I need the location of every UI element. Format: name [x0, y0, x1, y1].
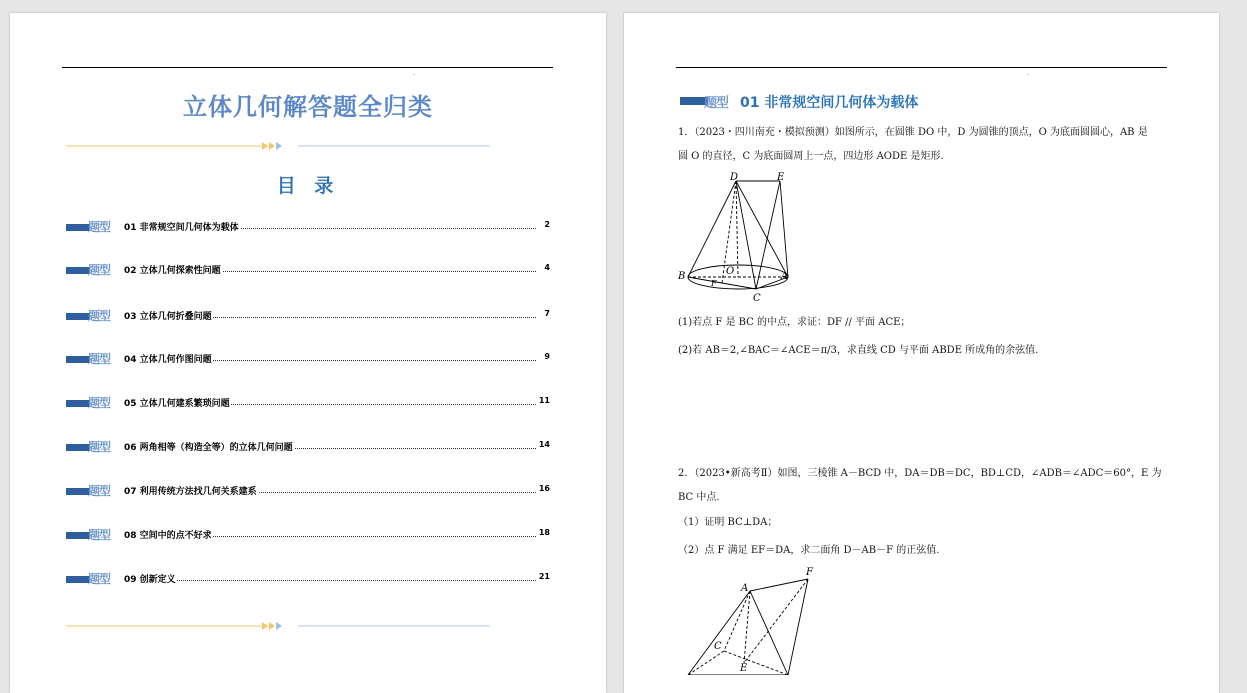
toc-badge-text: 题型: [88, 396, 111, 410]
badge-bar: [66, 488, 90, 495]
toc-badge-text: 题型: [88, 220, 111, 234]
badge-bar: [66, 224, 90, 231]
fig1-label-B: B: [678, 271, 686, 282]
bottom-divider: [66, 619, 492, 633]
toc-entry[interactable]: [66, 308, 550, 322]
toc-entry[interactable]: [66, 483, 550, 497]
toc-badge-text: 题型: [88, 484, 111, 498]
tetrahedron-figure: [684, 565, 824, 675]
header-rule: [676, 67, 1167, 68]
toc-entry-label: 03 立体几何折叠问题: [124, 309, 213, 322]
toc-badge-text: 题型: [88, 309, 111, 323]
badge-bar: [66, 532, 90, 539]
fig1-label-F: F: [711, 279, 717, 288]
document-title: 立体几何解答题全归类: [183, 93, 433, 121]
toc-badge-text: 题型: [88, 352, 111, 366]
toc-page: [10, 13, 606, 693]
cone-figure: [676, 171, 800, 303]
toc-entry-page: 11: [538, 396, 550, 405]
toc-entry-page: 9: [544, 352, 550, 361]
toc-entry-label: 05 立体几何建系繁琐问题: [124, 396, 231, 409]
section-heading: [680, 91, 980, 111]
badge-bar: [66, 313, 90, 320]
section-title: 01 非常规空间几何体为载体: [740, 95, 919, 111]
fig2-label-F: F: [806, 567, 813, 578]
toc-badge-text: 题型: [88, 572, 111, 586]
badge-bar: [66, 576, 90, 583]
toc-badge: [66, 308, 116, 322]
fig2-label-E: E: [740, 663, 748, 674]
toc-badge: [66, 527, 116, 541]
toc-badge: [66, 439, 116, 453]
toc-badge: [66, 219, 116, 233]
toc-badge: [66, 483, 116, 497]
problem1-line2: 圆 O 的直径，C 为底面圆周上一点，四边形 AODE 是矩形.: [678, 151, 944, 162]
toc-badge: [66, 571, 116, 585]
toc-entry[interactable]: [66, 262, 550, 276]
header-rule: [62, 67, 553, 68]
toc-entry[interactable]: [66, 439, 550, 453]
toc-badge-text: 题型: [88, 440, 111, 454]
problem1-line1: 1．（2023・四川南充・模拟预测）如图所示，在圆锥 DO 中，D 为圆锥的顶点，O 为底面圆圆心，AB 是: [678, 127, 1148, 138]
problem2-q1: （1）证明 BC⊥DA；: [678, 517, 778, 528]
toc-badge: [66, 351, 116, 365]
section-badge: 题型: [704, 96, 729, 111]
header-dot: .: [413, 70, 415, 77]
fig1-label-D: D: [730, 172, 739, 183]
fig2-label-A: A: [741, 583, 749, 594]
problem1-q2: (2)若 AB＝2,∠BAC＝∠ACE＝π/3，求直线 CD 与平面 ABDE 所成角的余弦值.: [678, 345, 1039, 356]
problem2-line1: 2．（2023•新高考Ⅱ）如图，三棱锥 A－BCD 中，DA＝DB＝DC，BD⊥CD，∠ADB＝∠ADC＝60°，E 为: [678, 468, 1162, 479]
fig1-label-C: C: [753, 293, 761, 303]
toc-entry-page: 21: [538, 572, 550, 581]
problem1-q1: (1)若点 F 是 BC 的中点，求证：DF // 平面 ACE；: [678, 317, 911, 328]
toc-entry-label: 07 利用传统方法找几何关系建系: [124, 484, 258, 497]
toc-badge-text: 题型: [88, 263, 111, 277]
toc-badge: [66, 262, 116, 276]
fig1-label-A: A: [781, 271, 789, 282]
toc-entry-label: 08 空间中的点不好求: [124, 528, 213, 541]
toc-entry[interactable]: [66, 571, 550, 585]
title-divider: [66, 139, 492, 153]
toc-entry-page: 4: [544, 263, 550, 272]
toc-entry-label: 01 非常规空间几何体为载体: [124, 220, 240, 233]
fig2-label-C: C: [714, 641, 722, 652]
toc-entry-page: 2: [544, 220, 550, 229]
toc-entry[interactable]: [66, 219, 550, 233]
toc-entry-page: 16: [538, 484, 550, 493]
toc-entry-page: 7: [544, 309, 550, 318]
toc-entry-page: 14: [538, 440, 550, 449]
toc-badge: [66, 395, 116, 409]
problem2-line2: BC 中点.: [678, 492, 720, 503]
badge-bar: [66, 400, 90, 407]
problem2-q2: （2）点 F 满足 EF＝DA，求二面角 D－AB－F 的正弦值.: [678, 545, 940, 556]
toc-entry[interactable]: [66, 351, 550, 365]
toc-entry-label: 06 两角相等（构造全等）的立体几何问题: [124, 440, 294, 453]
header-dot: .: [1027, 70, 1029, 77]
fig1-label-E: E: [777, 172, 785, 183]
badge-bar: [66, 444, 90, 451]
toc-heading: 目 录: [276, 175, 340, 197]
toc-badge-text: 题型: [88, 528, 111, 542]
toc-entry-label: 02 立体几何探索性问题: [124, 263, 222, 276]
toc-leader: [124, 580, 536, 581]
toc-entry-label: 09 创新定义: [124, 572, 177, 585]
toc-entry[interactable]: [66, 395, 550, 409]
content-page: [624, 13, 1219, 693]
toc-entry[interactable]: [66, 527, 550, 541]
badge-bar: [66, 267, 90, 274]
toc-entry-page: 18: [538, 528, 550, 537]
badge-bar: [66, 356, 90, 363]
toc-entry-label: 04 立体几何作图问题: [124, 352, 213, 365]
fig1-label-O: O: [726, 266, 735, 277]
